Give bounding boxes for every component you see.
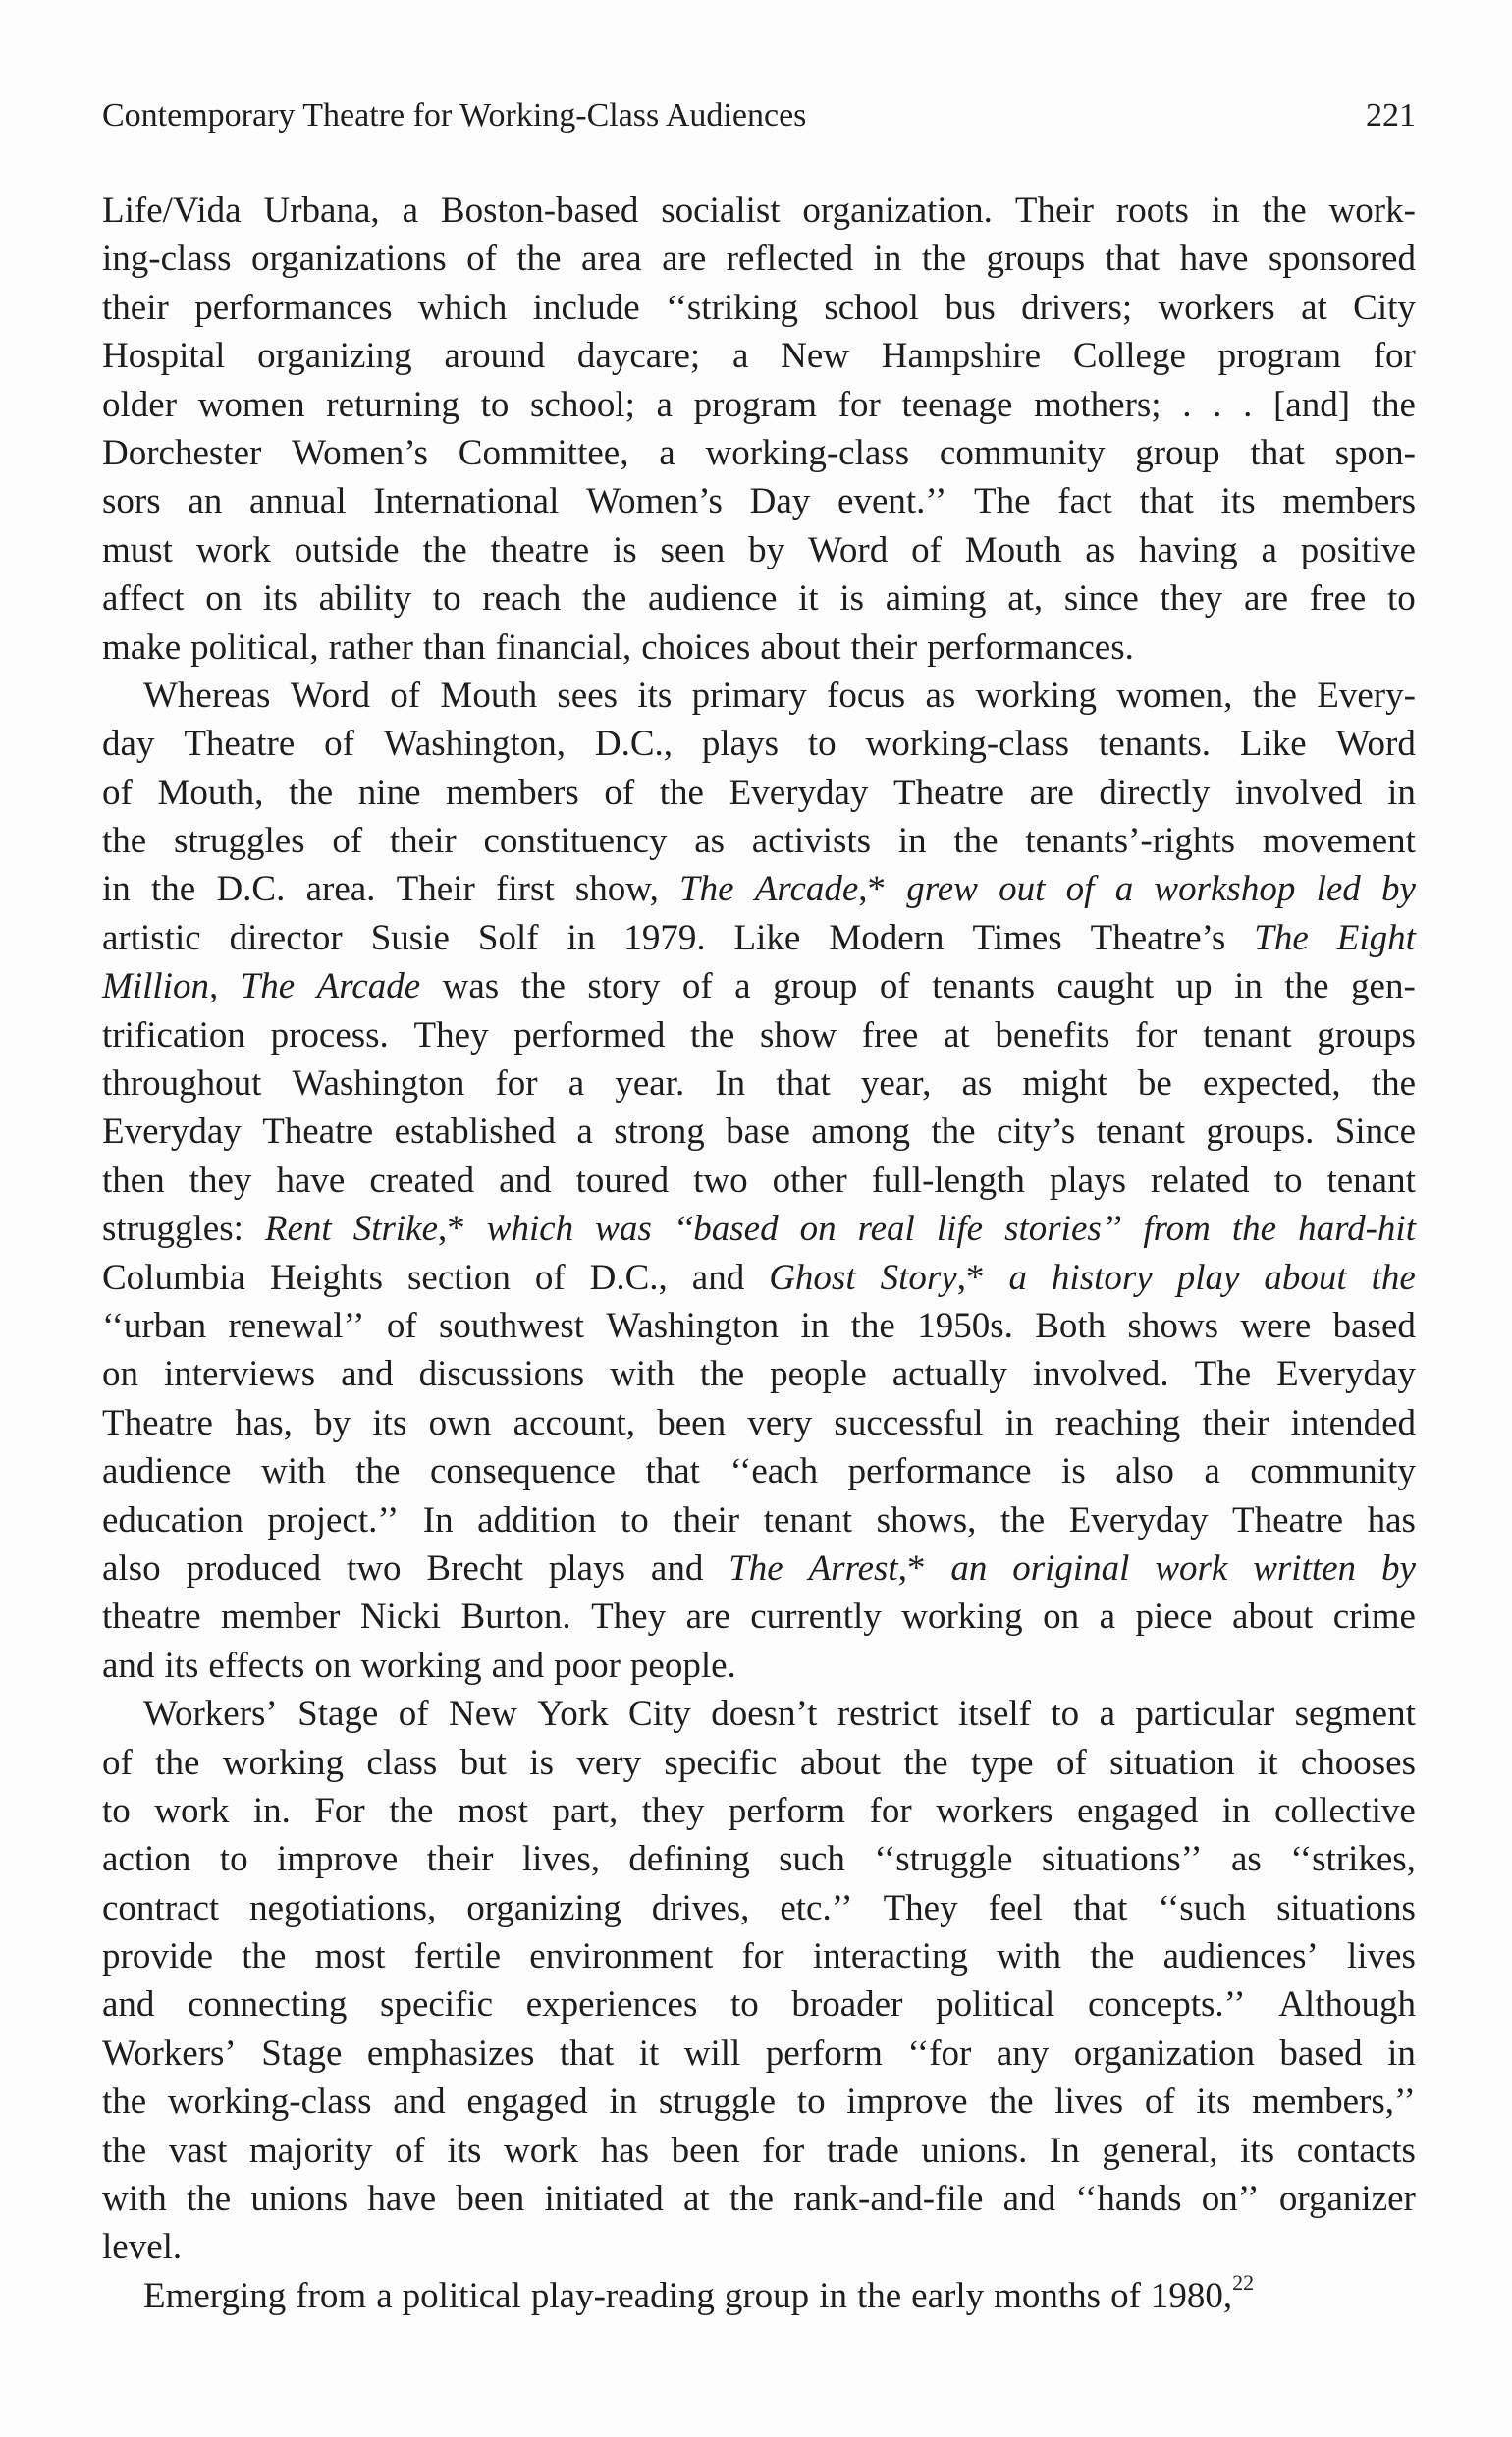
text-line: and connecting specific experiences to broader political concepts.’’ Although — [102, 1984, 1416, 2026]
text-line: contract negotiations, organizing drives, etc.’’ They feel that ‘‘such situations — [102, 1887, 1416, 1928]
running-head — [102, 94, 1416, 137]
text-line: ‘‘urban renewal’’ of southwest Washington in the 1950s. Both shows were based — [102, 1305, 1416, 1346]
text-line: in the D.C. area. Their first show, The Arcade,* grew out of a workshop led by — [102, 869, 1416, 910]
text-line: Dorchester Women’s Committee, a working-class community group that spon- — [102, 432, 1416, 473]
text-line: of the working class but is very specific about the type of situation it chooses — [102, 1742, 1416, 1783]
text-line: the struggles of their constituency as activists in the tenants’-rights movement — [102, 821, 1416, 862]
text-line: Hospital organizing around daycare; a New Hampshire College program for — [102, 336, 1416, 377]
text-line: and its effects on working and poor people. — [102, 1645, 736, 1686]
text-line: the working-class and engaged in struggle to improve the lives of its members,’’ — [102, 2082, 1416, 2123]
text-line: Whereas Word of Mouth sees its primary focus as working women, the Every- — [143, 675, 1416, 716]
text-line: also produced two Brecht plays and The Arrest,* an original work written by — [102, 1547, 1416, 1589]
text-line: make political, rather than financial, choices about their performances. — [102, 626, 1134, 668]
text-line: struggles: Rent Strike,* which was ‘‘based on real life stories’’ from the hard-hit — [102, 1209, 1416, 1250]
text-line: older women returning to school; a program for teenage mothers; . . . [and] the — [102, 384, 1416, 425]
text-line: Theatre has, by its own account, been very successful in reaching their intended — [102, 1402, 1416, 1443]
text-line: level. — [102, 2227, 183, 2268]
text-line: sors an annual International Women’s Day event.’’ The fact that its members — [102, 481, 1416, 522]
text-line: Workers’ Stage emphasizes that it will perform ‘‘for any organization based in — [102, 2032, 1416, 2074]
body-text — [102, 187, 1416, 2320]
text-line: Emerging from a political play-reading group in the early months of 1980,22 — [143, 2270, 1255, 2316]
text-line: their performances which include ‘‘striking school bus drivers; workers at City — [102, 287, 1416, 328]
text-line: day Theatre of Washington, D.C., plays to working-class tenants. Like Word — [102, 724, 1416, 765]
text-line: affect on its ability to reach the audience it is aiming at, since they are free to — [102, 578, 1416, 620]
text-line: Life/Vida Urbana, a Boston-based socialist organization. Their roots in the work- — [102, 190, 1416, 231]
footnote-marker: 22 — [1232, 2270, 1255, 2296]
text-line: provide the most fertile environment for interacting with the audiences’ lives — [102, 1936, 1416, 1977]
text-line: of Mouth, the nine members of the Everyday Theatre are directly involved in — [102, 772, 1416, 813]
text-line: throughout Washington for a year. In that year, as might be expected, the — [102, 1063, 1416, 1105]
text-line: audience with the consequence that ‘‘each performance is also a community — [102, 1451, 1416, 1492]
text-line: the vast majority of its work has been for trade unions. In general, its contacts — [102, 2130, 1416, 2171]
running-title: Contemporary Theatre for Working-Class Audiences — [102, 97, 807, 134]
text-line: on interviews and discussions with the people actually involved. The Everyday — [102, 1354, 1416, 1395]
text-line: education project.’’ In addition to their tenant shows, the Everyday Theatre has — [102, 1499, 1416, 1541]
page-number: 221 — [1366, 97, 1416, 134]
text-line: Million, The Arcade was the story of a group of tenants caught up in the gen- — [102, 966, 1416, 1007]
text-line: theatre member Nicki Burton. They are currently working on a piece about crime — [102, 1597, 1416, 1638]
text-line: to work in. For the most part, they perform for workers engaged in collective — [102, 1790, 1416, 1831]
text-line: trification process. They performed the show free at benefits for tenant groups — [102, 1014, 1416, 1056]
text-line: Columbia Heights section of D.C., and Ghost Story,* a history play about the — [102, 1257, 1416, 1298]
text-line: action to improve their lives, defining such ‘‘struggle situations’’ as ‘‘strikes, — [102, 1839, 1416, 1880]
text-line: Everyday Theatre established a strong base among the city’s tenant groups. Since — [102, 1111, 1416, 1153]
text-line: ing-class organizations of the area are reflected in the groups that have sponsored — [102, 239, 1416, 280]
text-line: artistic director Susie Solf in 1979. Like Modern Times Theatre’s The Eight — [102, 917, 1416, 958]
text-line: Workers’ Stage of New York City doesn’t restrict itself to a particular segment — [143, 1694, 1416, 1735]
text-line: must work outside the theatre is seen by Word of Mouth as having a positive — [102, 529, 1416, 570]
text-line: then they have created and toured two other full-length plays related to tenant — [102, 1160, 1416, 1201]
text-line: with the unions have been initiated at the rank-and-file and ‘‘hands on’’ organizer — [102, 2179, 1416, 2220]
